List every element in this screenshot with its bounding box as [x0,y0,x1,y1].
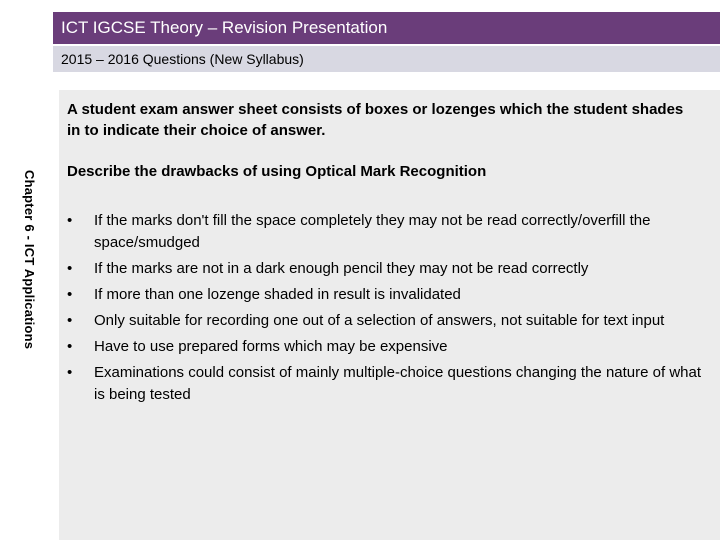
answer-text: Only suitable for recording one out of a selection of answers, not suitable for text input [94,312,665,329]
answer-text: Have to use prepared forms which may be expensive [94,338,448,355]
question-text: Describe the drawbacks of using Optical Mark Recognition [67,163,487,180]
bullet-icon: • [67,260,73,277]
slide-title-bar [53,12,720,44]
answer-item [67,362,707,406]
slide-subtitle-bar [53,46,720,72]
bullet-icon: • [67,312,73,329]
answer-item [67,336,707,358]
chapter-side-label [22,170,42,350]
answer-item [67,258,707,280]
slide-subtitle: 2015 – 2016 Questions (New Syllabus) [61,51,304,67]
answer-text: Examinations could consist of mainly multiple-choice questions changing the nature of what is being tested [94,364,702,403]
answer-text: If the marks are not in a dark enough pencil they may not be read correctly [94,260,589,277]
answer-text: If more than one lozenge shaded in result is invalidated [94,286,461,303]
bullet-icon: • [67,286,73,303]
bullet-icon: • [67,338,73,355]
answer-text: If the marks don't fill the space completely they may not be read correctly/overfill the space/smudged [94,212,651,251]
intro-text: A student exam answer sheet consists of boxes or lozenges which the student shades in to indicate their choice of answer. [67,101,684,139]
answer-list [67,210,707,410]
bullet-icon: • [67,364,73,381]
answer-item [67,210,707,254]
chapter-label-text: Chapter 6 - ICT Applications [22,170,37,350]
answer-item [67,310,707,332]
answer-item [67,284,707,306]
bullet-icon: • [67,212,73,229]
slide-title: ICT IGCSE Theory – Revision Presentation [61,18,388,37]
